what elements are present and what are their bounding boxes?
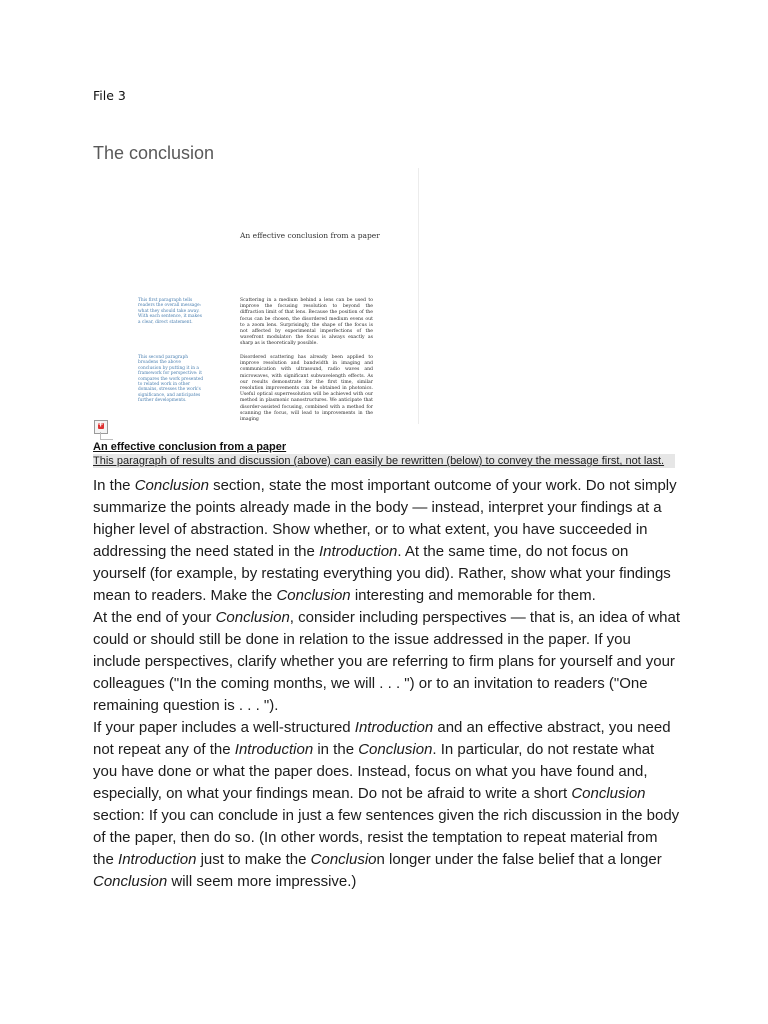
body-text bbox=[93, 475, 681, 893]
text-run: At the end of your bbox=[93, 609, 216, 626]
figure-body-text: Disordered scattering has already been applied to improve resolution and bandwidth in imaging and communication with ultrasound, radio waves and microwaves, with significant subwavelength effects. As our results demonstrate for the first time, similar resolution improvements can be obtained in photonics. Useful optical superresolution will be achieved with our method in plasmonic nanostructures. We anticipate that disorder-assisted focusing, combined with a method for scanning the focus, will lead to improvements in the imaging bbox=[240, 355, 373, 423]
figure-side-note: This first paragraph tells readers the overall message: what they should take away. With each sentence, it makes a clear, direct statement. bbox=[138, 298, 202, 325]
image-placeholder-corner bbox=[100, 432, 113, 440]
text-run: If your paper includes a well-structured bbox=[93, 719, 355, 736]
emphasis: Introduction bbox=[118, 851, 197, 868]
text-run: in the bbox=[313, 741, 359, 758]
emphasis: Conclusion bbox=[215, 609, 290, 626]
caption-title: An effective conclusion from a paper bbox=[93, 441, 287, 453]
caption-text: This paragraph of results and discussion (above) can easily be rewritten (below) to convey the message first, not last. bbox=[93, 454, 675, 468]
text-run: interesting and memorable for them. bbox=[350, 587, 596, 604]
text-run: . At the same time, do not focus on yourself (for example, by restating everything you did). Rather, show what your findings mean to readers. Make the bbox=[93, 543, 671, 604]
emphasis: Introduction bbox=[234, 741, 314, 758]
file-label: File 3 bbox=[93, 88, 126, 103]
emphasis: Conclusion bbox=[134, 477, 209, 494]
emphasis: Conclusion bbox=[571, 785, 646, 802]
text-run: section, state the most important outcome of your work. Do not simply summarize the points already made in the body — instead, interpret your findings at a higher level of abstraction. Show whether, or to what extent, you have succeeded in addressing the need stated in the bbox=[93, 477, 677, 560]
paragraph bbox=[93, 607, 681, 717]
paragraph bbox=[93, 717, 681, 893]
figure-body-text: Scattering in a medium behind a lens can be used to improve the focusing resolution to beyond the diffraction limit of that lens. Because the position of the focus can be chosen, the disordered medium evens out to a zoom lens. Surprisingly, the shape of the focus is not affected by experimental imperfections of the wavefront modulator: the focus is always exactly as sharp as is theoretically possible. bbox=[240, 298, 373, 347]
text-run: In the bbox=[93, 477, 135, 494]
figure-side-note: This second paragraph broadens the above conclusion by putting it in a framework for perspective: it compares the work presented to related work in other domains, stresses the work's significance, and anticipates further developments. bbox=[138, 355, 204, 404]
example-figure-image bbox=[130, 168, 419, 424]
section-heading: The conclusion bbox=[93, 143, 215, 163]
emphasis: Conclusio bbox=[310, 851, 377, 868]
emphasis: Conclusion bbox=[93, 873, 168, 890]
text-run: n longer under the false belief that a longer bbox=[376, 851, 662, 868]
text-run: . In particular, do not restate what you have done or what the paper does. Instead, focus on what you have found and, especially, on what your findings mean. Do not be afraid to write a short bbox=[93, 741, 655, 802]
figure-title: An effective conclusion from a paper bbox=[240, 231, 380, 240]
paragraph bbox=[93, 475, 681, 607]
text-run: just to make the bbox=[196, 851, 311, 868]
emphasis: Introduction bbox=[319, 543, 398, 560]
text-run: section: If you can conclude in just a few sentences given the rich discussion in the body of the paper, then do so. (In other words, resist the temptation to repeat material from the bbox=[93, 807, 680, 868]
emphasis: Conclusion bbox=[276, 587, 351, 604]
text-run: will seem more impressive.) bbox=[167, 873, 357, 890]
text-run: , consider including perspectives — that is, an idea of what could or should still be done in relation to the issue addressed in the paper. If you include perspectives, clarify whether you are referring to firm plans for yourself and your colleagues ("In the coming months, we will . . . ") or to an invitation to readers ("One remaining question is . . . "). bbox=[93, 609, 681, 714]
emphasis: Conclusion bbox=[358, 741, 433, 758]
emphasis: Introduction bbox=[354, 719, 434, 736]
text-run: and an effective abstract, you need not repeat any of the bbox=[93, 719, 671, 758]
